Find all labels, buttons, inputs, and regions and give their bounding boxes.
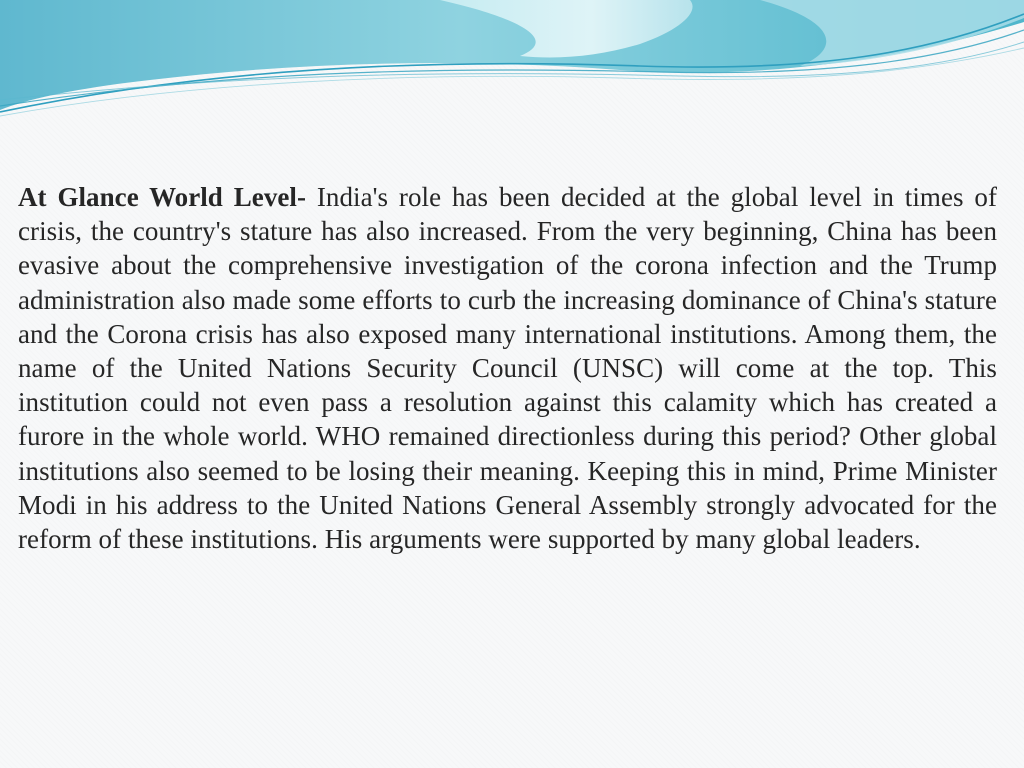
slide-heading-lead: At Glance World Level- — [18, 182, 307, 212]
slide-body-text: India's role has been decided at the global level in times of crisis, the country's stature has also increased. From the very beginning, China has been evasive about the comprehensive investigation of the corona infection and the Trump administration also made some efforts to curb the increasing dominance of China's stature and the Corona crisis has also exposed many international institutions. Among them, the name of the United Nations Security Council (UNSC) will come at the top. This institution could not even pass a resolution against this calamity which has created a furore in the whole world. WHO remained directionless during this period? Other global institutions also seemed to be losing their meaning. Keeping this in mind, Prime Minister Modi in his address to the United Nations General Assembly strongly advocated for the reform of these institutions. His arguments were supported by many global leaders. — [18, 182, 997, 555]
slide-body-paragraph — [18, 180, 997, 556]
wave-header-decoration — [0, 0, 1024, 120]
